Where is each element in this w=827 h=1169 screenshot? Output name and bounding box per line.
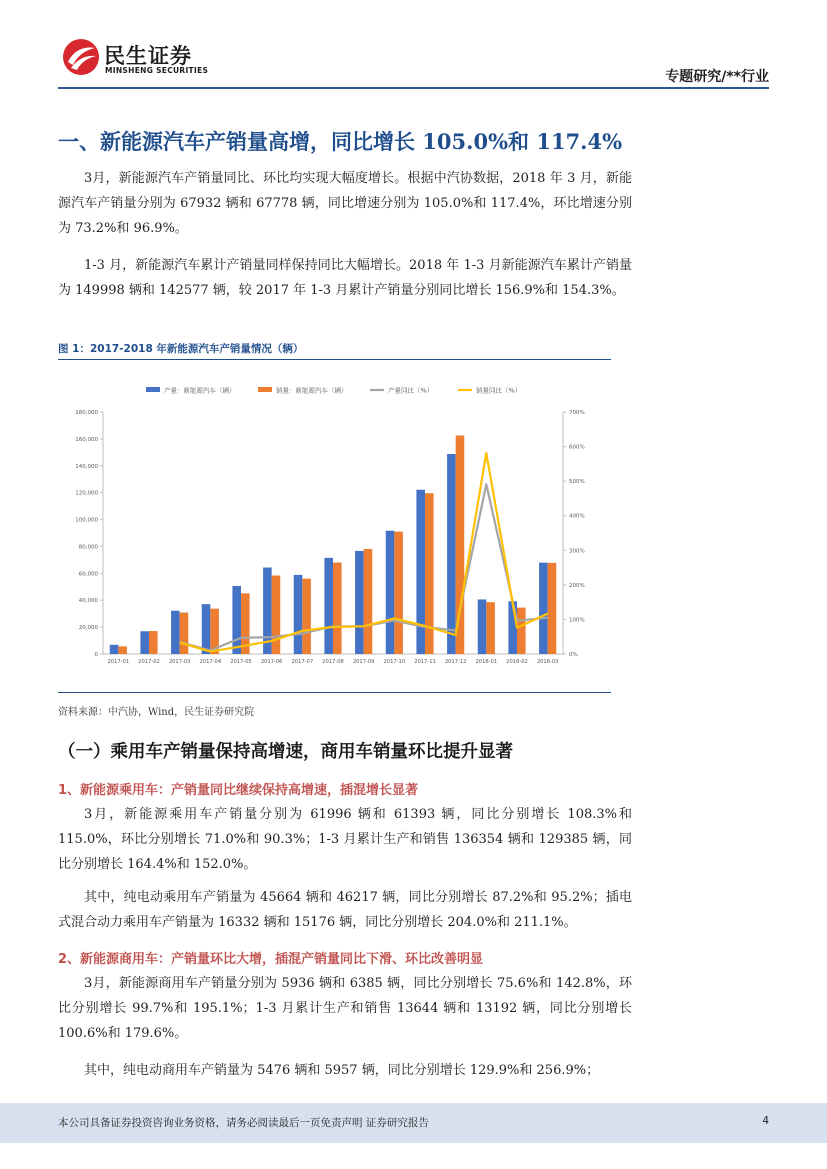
- legend-swatch: [146, 387, 160, 392]
- x-axis-tick-label: 2017-01: [107, 659, 130, 665]
- minsheng-logo-icon: [62, 38, 100, 76]
- left-axis-tick-label: 100,000: [75, 517, 98, 524]
- legend-label: 销量同比（%）: [476, 386, 522, 395]
- sales-bar: [548, 563, 557, 654]
- production-bar: [386, 531, 395, 654]
- sales-bar: [394, 532, 403, 654]
- commercial-vehicle-paragraph-1: 3月，新能源商用车产销量分别为 5936 辆和 6385 辆，同比分别增长 75.6%和 142.8%，环比分别增长 99.7%和 195.1%；1-3 月累计生产和销售 13644 辆和 13192 辆，同比分别增长 100.6%和 179.6%。: [58, 976, 632, 1041]
- x-axis-tick-label: 2018-01: [475, 659, 498, 665]
- production-sales-chart: [58, 362, 611, 690]
- x-axis-tick-label: 2017-07: [291, 659, 314, 665]
- passenger-car-paragraph-1: 3月，新能源乘用车产销量分别为 61996 辆和 61393 辆，同比分别增长 108.3%和 115.0%，环比分别增长 71.0%和 90.3%；1-3 月累计生产和销售 136354 辆和 129385 辆，同比分别增长 164.4%和 152.0%。: [58, 807, 632, 872]
- figure-title: 图 1：2017-2018 年新能源汽车产销量情况（辆）: [58, 343, 304, 355]
- footer-disclaimer: 本公司具备证券投资咨询业务资格，请务必阅读最后一页免责声明 证券研究报告: [58, 1117, 429, 1129]
- x-axis-tick-label: 2017-09: [352, 659, 375, 665]
- sales-bar: [425, 493, 434, 654]
- paragraph-2: 1-3 月，新能源汽车累计产销量同样保持同比大幅增长。2018 年 1-3 月新能源汽车累计产销量为 149998 辆和 142577 辆，较 2017 年 1-3 月累计产销量分别同比增长 156.9%和 154.3%。: [58, 258, 632, 298]
- left-axis-tick-label: 140,000: [75, 463, 98, 470]
- production-bar: [539, 563, 548, 654]
- sales-bar: [486, 602, 495, 654]
- production-bar: [140, 631, 149, 654]
- x-axis-tick-label: 2017-10: [383, 659, 406, 665]
- left-axis-tick-label: 20,000: [78, 625, 98, 632]
- commercial-vehicle-paragraph-2: 其中，纯电动商用车产销量为 5476 辆和 5957 辆，同比分别增长 129.9%和 256.9%；: [84, 1063, 600, 1078]
- x-axis-tick-label: 2017-05: [230, 659, 252, 665]
- legend-label: 销量：新能源汽车（辆）: [276, 386, 348, 395]
- x-axis-tick-label: 2017-02: [138, 659, 160, 665]
- x-axis-tick-label: 2018-02: [506, 659, 528, 665]
- x-axis-tick-label: 2017-12: [444, 659, 467, 665]
- production-bar: [232, 586, 241, 654]
- production-bar: [478, 599, 487, 654]
- sales-bar: [364, 549, 373, 654]
- sales-bar: [272, 576, 281, 654]
- sales-bar: [333, 563, 342, 654]
- left-axis-tick-label: 0: [94, 652, 98, 658]
- x-axis-tick-label: 2017-03: [168, 659, 191, 665]
- right-axis-tick-label: 300%: [569, 548, 585, 555]
- figure-source: 资料来源：中汽协，Wind，民生证券研究院: [58, 707, 255, 718]
- production-bar: [447, 454, 456, 654]
- left-axis-tick-label: 60,000: [78, 571, 98, 578]
- left-axis-tick-label: 80,000: [78, 544, 98, 551]
- logo-english-name: MINSHENG SECURITIES: [105, 66, 209, 75]
- sales-bar: [517, 608, 526, 654]
- production-bar: [324, 558, 333, 654]
- production-bar: [416, 490, 425, 654]
- legend-label: 产量同比（%）: [388, 386, 434, 395]
- legend-swatch: [258, 387, 272, 392]
- passenger-car-heading: 1、新能源乘用车：产销量同比继续保持高增速，插混增长显著: [58, 783, 419, 798]
- right-axis-tick-label: 700%: [569, 410, 585, 416]
- paragraph-1: 3月，新能源汽车产销量同比、环比均实现大幅度增长。根据中汽协数据，2018 年 3 月，新能源汽车产销量分别为 67932 辆和 67778 辆，同比增速分别为 105.0%和 117.4%，环比增速分别为 73.2%和 96.9%。: [58, 171, 632, 236]
- passenger-car-paragraph-2: 其中，纯电动乘用车产销量为 45664 辆和 46217 辆，同比分别增长 87.2%和 95.2%；插电式混合动力乘用车产销量为 16332 辆和 15176 辆，同比分别增长 204.0%和 211.1%。: [58, 890, 632, 930]
- legend-label: 产量：新能源汽车（辆）: [164, 386, 236, 395]
- left-axis-tick-label: 160,000: [75, 436, 98, 443]
- right-axis-tick-label: 400%: [569, 513, 585, 520]
- company-logo: [62, 38, 212, 80]
- right-axis-tick-label: 500%: [569, 479, 585, 486]
- commercial-vehicle-heading: 2、新能源商用车：产销量环比大增，插混产销量同比下滑、环比改善明显: [58, 952, 484, 967]
- right-axis-tick-label: 200%: [569, 582, 585, 589]
- production-bar: [202, 604, 211, 654]
- page-header: [0, 0, 827, 92]
- x-axis-tick-label: 2017-04: [199, 659, 222, 665]
- page-number: 4: [762, 1115, 769, 1127]
- section-title: 一、新能源汽车产销量高增，同比增长 105.0%和 117.4%: [58, 129, 623, 154]
- right-axis-tick-label: 100%: [569, 617, 585, 624]
- production-bar: [355, 551, 364, 654]
- left-axis-tick-label: 40,000: [78, 598, 98, 605]
- header-divider: [58, 87, 769, 89]
- x-axis-tick-label: 2017-11: [414, 659, 436, 665]
- left-axis-tick-label: 120,000: [75, 490, 98, 497]
- x-axis-tick-label: 2017-06: [260, 659, 283, 665]
- production-bar: [171, 611, 180, 654]
- sales-bar: [118, 646, 127, 654]
- x-axis-tick-label: 2017-08: [322, 659, 344, 665]
- production-bar: [294, 575, 303, 654]
- sales-bar: [180, 613, 189, 654]
- right-axis-tick-label: 600%: [569, 444, 585, 451]
- figure-bottom-rule: [58, 692, 611, 693]
- figure-top-rule: [58, 359, 611, 360]
- logo-chinese-name: 民生证券: [104, 44, 192, 68]
- report-type: 专题研究/**行业: [665, 69, 769, 85]
- left-axis-tick-label: 180,000: [75, 410, 98, 416]
- sales-bar: [302, 579, 311, 654]
- x-axis-tick-label: 2018-03: [536, 659, 559, 665]
- subsection-title: （一）乘用车产销量保持高增速，商用车销量环比提升显著: [58, 742, 513, 762]
- production-bar: [110, 645, 119, 654]
- right-axis-tick-label: 0%: [569, 652, 578, 658]
- sales-bar: [149, 631, 158, 654]
